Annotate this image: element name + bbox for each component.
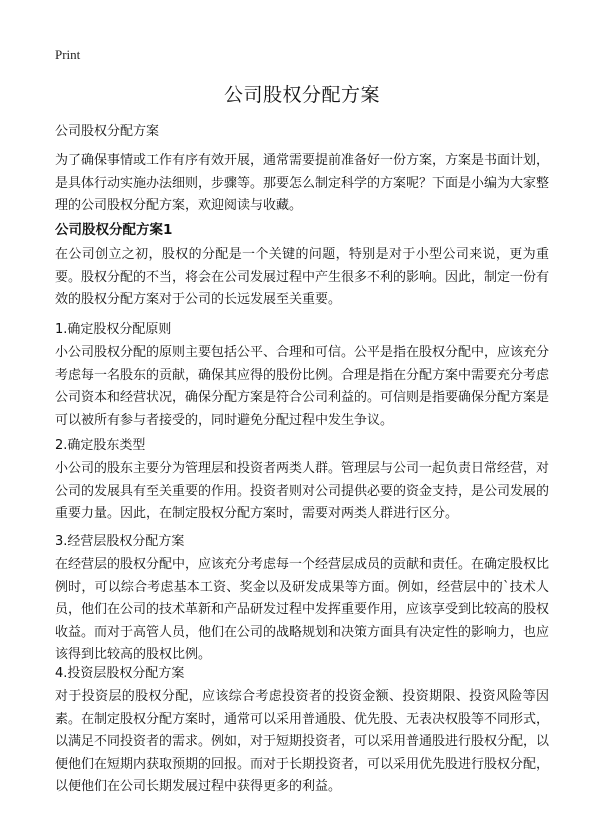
plan1-intro-paragraph: 在公司创立之初，股权的分配是一个关键的问题，特别是对于小型公司来说，更为重要。股权分配的不当，将会在公司发展过程中产生很多不利的影响。因此，制定一份有效的股权分配方案对于公司的长远发展至关重要。 — [55, 247, 550, 307]
section-3-paragraph: 在经营层的股权分配中，应该充分考虑每一个经营层成员的贡献和责任。在确定股权比例时，可以综合考虑基本工资、奖金以及研发成果等方面。例如，经营层中的`技术人员，他们在公司的技术革新和产品研发过程中发挥重要作用，应该享受到比较高的股权收益。而对于高管人员，他们在公司的战略规划和决策方面具有决定性的影响力，也应该得到比较高的股权比例。 — [55, 557, 550, 662]
section-4-paragraph: 对于投资层的股权分配，应该综合考虑投资者的投资金额、投资期限、投资风险等因素。在制定股权分配方案时，通常可以采用普通股、优先股、无表决权股等不同形式，以满足不同投资者的需求。例如，对于短期投资者，可以采用普通股进行股权分配，以便他们在短期内获取预期的回报。而对于长期投资者，可以采用优先股进行股权分配，以便他们在公司长期发展过程中获得更多的利益。 — [55, 689, 550, 794]
section-4-label: 4.投资层股权分配方案 — [55, 666, 185, 681]
print-link[interactable]: Print — [55, 47, 81, 62]
section-1-paragraph: 小公司股权分配的原则主要包括公平、合理和可信。公平是指在股权分配中，应该充分考虑每一名股东的贡献，确保其应得的股份比例。合理是指在分配方案中需要充分考虑公司资本和经营状况，确保分配方案是符合公司利益的。可信则是指要确保分配方案是可以被所有参与者接受的，同时避免分配过程中发生争议。 — [55, 345, 550, 428]
section-2-label: 2.确定股东类型 — [55, 438, 146, 453]
section-3-label: 3.经营层股权分配方案 — [55, 534, 185, 549]
document-subtitle: 公司股权分配方案 — [55, 124, 160, 139]
section-2-paragraph: 小公司的股东主要分为管理层和投资者两类人群。管理层与公司一起负责日常经营，对公司的发展具有至关重要的作用。投资者则对公司提供必要的资金支持，是公司发展的重要力量。因此，在制定股权分配方案时，需要对两类人群进行区分。 — [55, 461, 550, 521]
section-1-label: 1.确定股权分配原则 — [55, 322, 172, 337]
plan1-heading: 公司股权分配方案1 — [55, 222, 173, 238]
intro-paragraph: 为了确保事情或工作有序有效开展，通常需要提前准备好一份方案，方案是书面计划，是具体行动实施办法细则，步骤等。那要怎么制定科学的方案呢？下面是小编为大家整理的公司股权分配方案，欢迎阅读与收藏。 — [55, 153, 550, 213]
document-title: 公司股权分配方案 — [223, 84, 380, 106]
